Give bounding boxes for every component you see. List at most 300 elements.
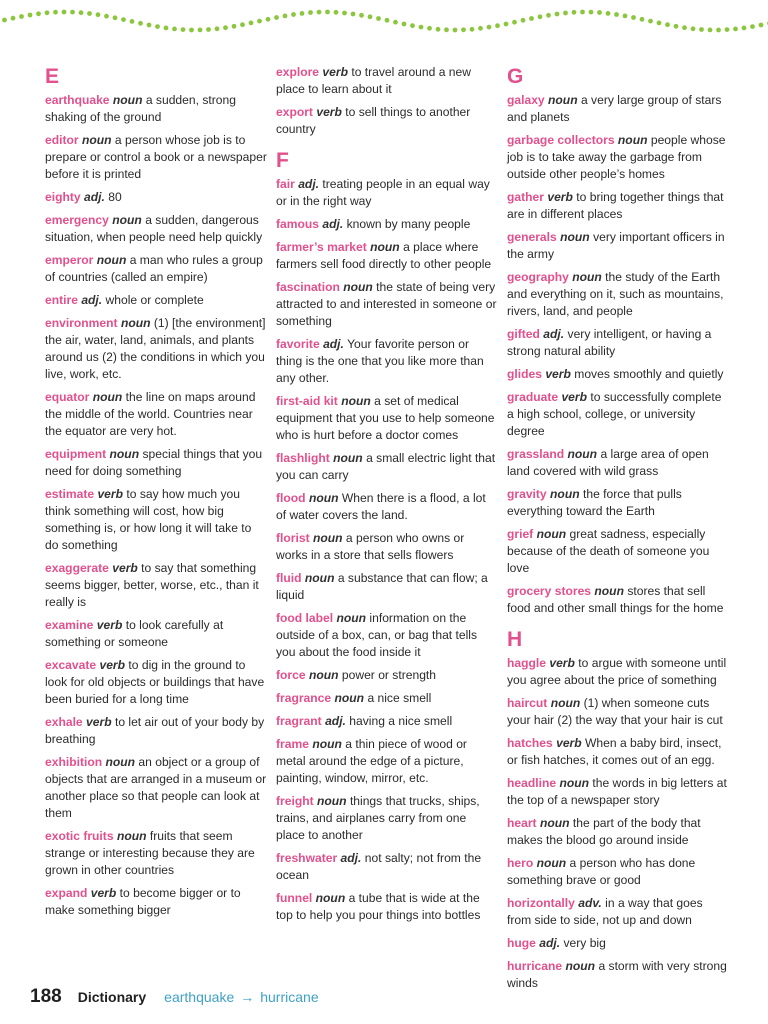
dot (164, 26, 169, 31)
dictionary-entry (45, 132, 267, 183)
decorative-dotted-wave (0, 0, 768, 50)
definition: to become bigger or to make something bigger (45, 886, 241, 917)
part-of-speech: noun (312, 737, 342, 751)
dot (436, 27, 441, 32)
dot (546, 13, 551, 18)
headword: editor (45, 133, 79, 147)
guide-word-end: hurricane (260, 989, 319, 1005)
definition: fruits that seem strange or interesting because they are grown in other countries (45, 829, 255, 877)
dictionary-entry (507, 366, 729, 383)
dot (512, 20, 517, 25)
headword: favorite (276, 337, 320, 351)
headword: first-aid kit (276, 394, 338, 408)
part-of-speech: noun (315, 891, 346, 905)
definition: a thin piece of wood or metal around the edge of a picture, painting, window, mirror, etc. (276, 737, 467, 785)
dot (665, 22, 670, 27)
dot (155, 24, 160, 29)
headword: freshwater (276, 851, 338, 865)
definition: in a way that goes from side to side, not up and down (507, 896, 703, 927)
dot (300, 11, 305, 16)
dictionary-entry (276, 216, 498, 233)
part-of-speech: noun (308, 491, 339, 505)
definition: power or strength (341, 668, 437, 682)
dot (759, 23, 764, 28)
headword: hero (507, 856, 534, 870)
dot (470, 27, 475, 32)
dot (87, 11, 92, 16)
part-of-speech: adv. (578, 896, 602, 910)
headword: fluid (276, 571, 302, 585)
definition: whole or complete (105, 293, 204, 307)
dictionary-entry (507, 583, 729, 617)
headword: fascination (276, 280, 340, 294)
dot (444, 27, 449, 32)
dictionary-entry (45, 754, 267, 822)
dictionary-entry (45, 212, 267, 246)
dictionary-entry (276, 530, 498, 564)
definition: having a nice smell (349, 714, 453, 728)
part-of-speech: adj. (323, 337, 344, 351)
part-of-speech: noun (559, 776, 589, 790)
definition: things that trucks, ships, trains, and airplanes carry from one place to another (276, 794, 480, 842)
dot (427, 26, 432, 31)
definition: to look carefully at something or someone (45, 618, 224, 649)
part-of-speech: noun (536, 856, 567, 870)
headword: grief (507, 527, 534, 541)
dot (393, 20, 398, 25)
dictionary-entry (276, 490, 498, 524)
dictionary-entry (276, 450, 498, 484)
part-of-speech: adj. (543, 327, 565, 341)
headword: examine (45, 618, 94, 632)
part-of-speech: noun (567, 447, 598, 461)
part-of-speech: noun (317, 794, 347, 808)
headword: environment (45, 316, 118, 330)
dot (45, 10, 50, 15)
dictionary-entry (276, 850, 498, 884)
dot (232, 24, 237, 29)
dot (96, 12, 101, 17)
page-number: 188 (30, 986, 62, 1007)
dot (580, 10, 585, 15)
dot (691, 26, 696, 31)
dot (223, 25, 228, 30)
headword: force (276, 668, 306, 682)
headword: eighty (45, 190, 81, 204)
headword: graduate (507, 390, 559, 404)
dot (495, 23, 500, 28)
part-of-speech: adj. (84, 190, 105, 204)
definition: known by many people (346, 217, 471, 231)
headword: fragrance (276, 691, 332, 705)
dot (614, 12, 619, 17)
dot (606, 11, 611, 16)
headword: haggle (507, 656, 546, 670)
dictionary-entry (507, 895, 729, 929)
headword: food label (276, 611, 334, 625)
definition: (1) [the environment] the air, water, land, animals, and plants around us (2) the conditions in which you live, work, etc. (45, 316, 266, 381)
headword: famous (276, 217, 320, 231)
dictionary-entry (507, 655, 729, 689)
definition: the words in big letters at the top of a newspaper story (507, 776, 727, 807)
dot (198, 28, 203, 33)
part-of-speech: verb (96, 618, 123, 632)
dot (640, 17, 645, 22)
dot (410, 23, 415, 28)
headword: fair (276, 177, 295, 191)
dot (181, 27, 186, 32)
dictionary-entry (507, 132, 729, 183)
part-of-speech: verb (556, 736, 582, 750)
headword: emperor (45, 253, 94, 267)
dot (682, 25, 687, 30)
dictionary-entry (507, 958, 729, 992)
part-of-speech: noun (109, 447, 140, 461)
definition: to argue with someone until you agree about the price of something (507, 656, 727, 687)
headword: estimate (45, 487, 95, 501)
part-of-speech: noun (112, 213, 142, 227)
dictionary-entry (276, 104, 498, 138)
headword: export (276, 105, 313, 119)
definition: When a baby bird, insect, or fish hatches, it comes out of an egg. (507, 736, 722, 767)
definition: to say how much you think something will cost, how big something is, or how long it will take to do something (45, 487, 252, 552)
part-of-speech: noun (550, 487, 580, 501)
part-of-speech: noun (308, 668, 339, 682)
definition: a substance that can flow; a liquid (276, 571, 488, 602)
headword: freight (276, 794, 314, 808)
definition: the line on maps around the middle of the world. Countries near the equator are very hot. (45, 390, 256, 438)
definition: a place where farmers sell food directly to other people (276, 240, 492, 271)
dot (402, 22, 407, 27)
part-of-speech: noun (312, 531, 343, 545)
headword: galaxy (507, 93, 545, 107)
dot (70, 10, 75, 15)
part-of-speech: noun (565, 959, 596, 973)
definition: stores that sell food and other small things for the home (507, 584, 724, 615)
guide-word-start: earthquake (164, 989, 235, 1005)
headword: glides (507, 367, 542, 381)
dot (750, 24, 755, 29)
dot (11, 16, 16, 21)
dot (529, 16, 534, 21)
definition: the part of the body that makes the blood go around inside (507, 816, 701, 847)
definition: a sudden, dangerous situation, when people need help quickly (45, 213, 263, 244)
headword: flashlight (276, 451, 330, 465)
dictionary-entry (507, 935, 729, 952)
dictionary-column-2 (276, 64, 498, 930)
part-of-speech: noun (341, 394, 371, 408)
dictionary-entry (276, 393, 498, 444)
dictionary-entry (507, 775, 729, 809)
definition: a tube that is wide at the top to help you pour things into bottles (276, 891, 481, 922)
headword: florist (276, 531, 310, 545)
definition: to successfully complete a high school, college, or university degree (507, 390, 722, 438)
dot (563, 11, 568, 16)
definition: people whose job is to take away the garbage from outside other people’s homes (507, 133, 726, 181)
part-of-speech: verb (561, 390, 587, 404)
dictionary-column-3 (507, 64, 729, 998)
definition: a person whose job is to prepare or control a book or a newspaper before it is printed (45, 133, 267, 181)
dictionary-entry (507, 189, 729, 223)
dot (589, 10, 594, 15)
definition: not salty; not from the ocean (276, 851, 482, 882)
dot (206, 27, 211, 32)
dot (53, 10, 58, 15)
headword: hurricane (507, 959, 563, 973)
dictionary-entry (45, 252, 267, 286)
dictionary-entry (276, 890, 498, 924)
arrow-icon: → (240, 989, 255, 1005)
dictionary-entry (276, 64, 498, 98)
part-of-speech: noun (617, 133, 648, 147)
dot (631, 15, 636, 20)
dot (317, 10, 322, 15)
dot (674, 24, 679, 29)
dictionary-entry (276, 793, 498, 844)
dot (130, 19, 135, 24)
dictionary-entry (507, 735, 729, 769)
dot (385, 18, 390, 23)
dot (19, 14, 24, 19)
dot (648, 19, 653, 24)
definition: very intelligent, or having a strong natural ability (507, 327, 712, 358)
dot (376, 16, 381, 21)
part-of-speech: noun (594, 584, 624, 598)
dictionary-entry (276, 176, 498, 210)
part-of-speech: noun (336, 611, 367, 625)
dot (461, 27, 466, 32)
part-of-speech: noun (334, 691, 365, 705)
headword: flood (276, 491, 306, 505)
part-of-speech: noun (548, 93, 578, 107)
definition: (1) when someone cuts your hair (2) the way that your hair is cut (507, 696, 723, 727)
definition: very big (563, 936, 606, 950)
dictionary-entry (507, 446, 729, 480)
dictionary-entry (45, 292, 267, 309)
dictionary-entry (276, 690, 498, 707)
headword: garbage collectors (507, 133, 615, 147)
headword: fragrant (276, 714, 322, 728)
dot (572, 10, 577, 15)
dictionary-entry (507, 269, 729, 320)
definition: an object or a group of objects that are arranged in a museum or another place so that people can look at them (45, 755, 267, 820)
headword: exhibition (45, 755, 103, 769)
dictionary-entry (45, 714, 267, 748)
part-of-speech: noun (81, 133, 112, 147)
part-of-speech: adj. (340, 851, 362, 865)
headword: exotic fruits (45, 829, 114, 843)
part-of-speech: verb (545, 367, 571, 381)
part-of-speech: verb (97, 487, 123, 501)
dot (342, 11, 347, 16)
headword: earthquake (45, 93, 110, 107)
headword: entire (45, 293, 78, 307)
dictionary-entry (45, 885, 267, 919)
dictionary-entry (276, 667, 498, 684)
headword: hatches (507, 736, 553, 750)
part-of-speech: noun (92, 390, 123, 404)
dot (147, 23, 152, 28)
dot (172, 27, 177, 32)
headword: grocery stores (507, 584, 592, 598)
part-of-speech: noun (550, 696, 581, 710)
dot (28, 13, 33, 18)
dot (453, 28, 458, 33)
definition: to sell things to another country (276, 105, 471, 136)
dot (368, 14, 373, 19)
guide-words (164, 989, 318, 1005)
headword: generals (507, 230, 557, 244)
dictionary-entry (45, 389, 267, 440)
definition: a nice smell (367, 691, 432, 705)
headword: expand (45, 886, 88, 900)
part-of-speech: verb (112, 561, 138, 575)
headword: funnel (276, 891, 313, 905)
dot (742, 26, 747, 31)
dictionary-entry (276, 736, 498, 787)
dictionary-entry (507, 92, 729, 126)
part-of-speech: adj. (81, 293, 103, 307)
part-of-speech: verb (99, 658, 126, 672)
section-letter: H (507, 628, 523, 651)
dot (359, 13, 364, 18)
dot (257, 19, 262, 24)
part-of-speech: noun (333, 451, 363, 465)
definition: a man who rules a group of countries (called an empire) (45, 253, 263, 284)
headword: exaggerate (45, 561, 109, 575)
dictionary-entry (45, 560, 267, 611)
definition: a set of medical equipment that you use to help someone who is hurt before a doctor comes (276, 394, 495, 442)
definition: Your favorite person or thing is the one that you like more than any other. (276, 337, 484, 385)
definition: a storm with very strong winds (507, 959, 727, 990)
definition: to dig in the ground to look for old objects or buildings that have been buried for a long time (45, 658, 265, 706)
part-of-speech: verb (549, 656, 575, 670)
definition: the force that pulls everything toward the Earth (507, 487, 682, 518)
headword: haircut (507, 696, 548, 710)
dictionary-entry (45, 446, 267, 480)
dictionary-entry (507, 855, 729, 889)
definition: great sadness, especially because of the death of someone you love (507, 527, 710, 575)
dictionary-entry (276, 570, 498, 604)
footer-title: Dictionary (77, 989, 147, 1005)
headword: equator (45, 390, 90, 404)
dictionary-entry (276, 279, 498, 330)
dictionary-entry (45, 828, 267, 879)
definition: treating people in an equal way or in the right way (276, 177, 490, 208)
dot (215, 26, 220, 31)
dot (266, 17, 271, 22)
dictionary-entry (45, 486, 267, 554)
definition: a person who owns or works in a store that sells flowers (276, 531, 465, 562)
dictionary-column-1 (45, 64, 267, 925)
part-of-speech: noun (560, 230, 590, 244)
part-of-speech: noun (343, 280, 373, 294)
dot (521, 18, 526, 23)
definition: to let air out of your body by breathing (45, 715, 265, 746)
dot (283, 14, 288, 19)
headword: explore (276, 65, 320, 79)
dot (189, 28, 194, 33)
page-footer (30, 986, 319, 1008)
headword: huge (507, 936, 536, 950)
definition: moves smoothly and quietly (574, 367, 724, 381)
part-of-speech: verb (322, 65, 348, 79)
dot (334, 10, 339, 15)
dot (487, 25, 492, 30)
section-letter: E (45, 65, 60, 88)
headword: frame (276, 737, 309, 751)
dot (623, 14, 628, 19)
dot (538, 14, 543, 19)
dot (325, 10, 330, 15)
dictionary-entry (507, 526, 729, 577)
part-of-speech: adj. (298, 177, 320, 191)
headword: headline (507, 776, 557, 790)
dot (725, 27, 730, 32)
headword: exhale (45, 715, 83, 729)
definition: special things that you need for doing something (45, 447, 263, 478)
dot (240, 22, 245, 27)
definition: a very large group of stars and planets (507, 93, 722, 124)
dot (351, 12, 356, 17)
dot (708, 28, 713, 33)
part-of-speech: verb (90, 886, 117, 900)
dot (138, 21, 143, 26)
headword: equipment (45, 447, 107, 461)
definition: When there is a flood, a lot of water covers the land. (276, 491, 486, 522)
definition: information on the outside of a box, can, or bag that tells you about the food inside it (276, 611, 478, 659)
dictionary-entry (45, 315, 267, 383)
dictionary-entry (507, 815, 729, 849)
dot (657, 21, 662, 26)
part-of-speech: noun (304, 571, 335, 585)
dot (733, 27, 738, 32)
dictionary-entry (507, 229, 729, 263)
definition: the state of being very attracted to and interested in someone or something (276, 280, 497, 328)
dot (699, 27, 704, 32)
dot (104, 14, 109, 19)
section-letter: F (276, 149, 289, 172)
headword: emergency (45, 213, 109, 227)
dictionary-entry (45, 617, 267, 651)
dictionary-entry (45, 92, 267, 126)
dot (249, 21, 254, 26)
headword: farmer’s market (276, 240, 367, 254)
definition: very important officers in the army (507, 230, 725, 261)
dot (121, 17, 126, 22)
dictionary-entry (507, 389, 729, 440)
definition: to say that something seems bigger, better, worse, etc., than it really is (45, 561, 259, 609)
dictionary-entry (45, 189, 267, 206)
definition: 80 (108, 190, 122, 204)
dot (2, 18, 7, 23)
dot (597, 10, 602, 15)
part-of-speech: noun (112, 93, 143, 107)
part-of-speech: verb (86, 715, 112, 729)
dot (36, 11, 41, 16)
definition: a small electric light that you can carry (276, 451, 496, 482)
part-of-speech: adj. (322, 217, 344, 231)
dictionary-entry (507, 486, 729, 520)
dot (274, 15, 279, 20)
dictionary-entry (276, 336, 498, 387)
part-of-speech: verb (547, 190, 573, 204)
dot (79, 10, 84, 15)
definition: a person who has done something brave or good (507, 856, 696, 887)
part-of-speech: adj. (539, 936, 561, 950)
headword: gather (507, 190, 544, 204)
definition: the study of the Earth and everything on it, such as mountains, rivers, land, and people (507, 270, 724, 318)
